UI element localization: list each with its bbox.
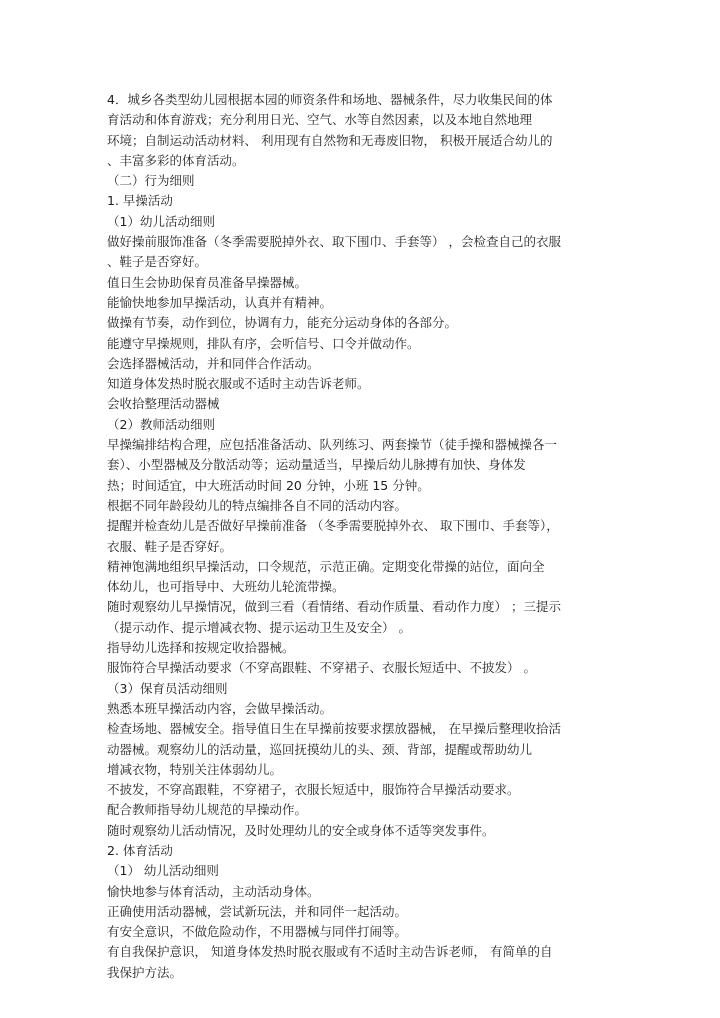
subsection-heading: （3）保育员活动细则 (107, 680, 228, 696)
text-line: 值日生会协助保育员准备早操器械。 (107, 274, 308, 290)
subsection-heading: （2）教师活动细则 (107, 416, 215, 432)
text-line: 环境；自制运动活动材料、 利用现有自然物和无毒废旧物， 积极开展适合幼儿的 (107, 132, 553, 148)
text-line: 我保护方法。 (107, 964, 183, 980)
subsection-heading: （1） 幼儿活动细则 (107, 863, 219, 879)
text-line: 会收拾整理活动器械 (107, 396, 220, 412)
subsection-heading: 1. 早操活动 (107, 193, 173, 209)
text-line: 随时观察幼儿早操情况，做到三看（看情绪、看动作质量、看动作力度） ；三提示 (107, 599, 561, 615)
subsection-heading: （1）幼儿活动细则 (107, 213, 215, 229)
text-line: 配合教师指导幼儿规范的早操动作。 (107, 802, 308, 818)
text-line: 4．城乡各类型幼儿园根据本园的师资条件和场地、器械条件，尽力收集民间的体 (107, 92, 553, 107)
section-heading: （二）行为细则 (107, 173, 195, 189)
subsection-heading: 2. 体育活动 (107, 842, 173, 858)
text-line: 根据不同年龄段幼儿的特点编排各自不同的活动内容。 (107, 497, 408, 513)
text-line: 能愉快地参加早操活动，认真并有精神。 (107, 294, 333, 310)
text-line: 早操编排结构合理，应包括准备活动、队列练习、两套操节（徒手操和器械操各一 (107, 437, 558, 453)
text-line: 会选择器械活动，并和同伴合作活动。 (107, 355, 320, 371)
text-line: 动器械。观察幼儿的活动量，巡回抚摸幼儿的头、颈、背部，提醒或帮助幼儿 (107, 741, 533, 757)
text-line: 指导幼儿选择和按规定收拾器械。 (107, 640, 295, 656)
text-line: 提醒并检查幼儿是否做好早操前准备 （冬季需要脱掉外衣、 取下围巾、手套等）， (107, 518, 559, 534)
text-line: 热；时间适宜，中大班活动时间 20 分钟，小班 15 分钟。 (107, 477, 430, 493)
text-line: 体幼儿，也可指导中、大班幼儿轮流带操。 (107, 579, 345, 595)
text-line: 知道身体发热时脱衣服或不适时主动告诉老师。 (107, 376, 370, 392)
text-line: 增减衣物，特别关注体弱幼儿。 (107, 761, 283, 777)
text-line: 随时观察幼儿活动情况，及时处理幼儿的安全或身体不适等突发事件。 (107, 822, 495, 838)
text-line: 有自我保护意识， 知道身体发热时脱衣服或有不适时主动告诉老师， 有简单的自 (107, 944, 553, 960)
text-line: 能遵守早操规则，排队有序，会听信号、口令并做动作。 (107, 335, 420, 351)
text-line: 愉快地参与体育活动，主动活动身体。 (107, 883, 320, 899)
text-line: 精神饱满地组织早操活动，口令规范，示范正确。定期变化带操的站位，面向全 (107, 558, 545, 574)
text-line: 、丰富多彩的体育活动。 (107, 152, 245, 168)
text-line: 有安全意识，不做危险动作，不用器械与同伴打闹等。 (107, 924, 408, 940)
text-line: 做操有节奏，动作到位，协调有力，能充分运动身体的各部分。 (107, 315, 458, 331)
text-line: 衣服、鞋子是否穿好。 (107, 538, 233, 554)
text-line: （提示动作、提示增减衣物、提示运动卫生及安全） 。 (107, 619, 411, 635)
text-line: 检查场地、器械安全。指导值日生在早操前按要求摆放器械， 在早操后整理收拾活 (107, 721, 561, 737)
text-line: 、鞋子是否穿好。 (107, 254, 208, 270)
text-line: 熟悉本班早操活动内容，会做早操活动。 (107, 700, 333, 716)
text-line: 服饰符合早操活动要求（不穿高跟鞋、不穿裙子、衣服长短适中、不披发） 。 (107, 660, 536, 676)
text-line: 育活动和体育游戏；充分利用日光、空气、水等自然因素，以及本地自然地理 (107, 112, 533, 128)
text-line: 套）、小型器械及分散活动等；运动量适当，早操后幼儿脉搏有加快、身体发 (107, 457, 526, 473)
text-line: 正确使用活动器械，尝试新玩法，并和同伴一起活动。 (107, 903, 408, 919)
text-line: 做好操前服饰准备（冬季需要脱掉外衣、取下围巾、手套等） ，会检查自己的衣服 (107, 234, 561, 250)
text-line: 不披发，不穿高跟鞋，不穿裙子，衣服长短适中，服饰符合早操活动要求。 (107, 782, 520, 798)
document-body (107, 90, 627, 983)
